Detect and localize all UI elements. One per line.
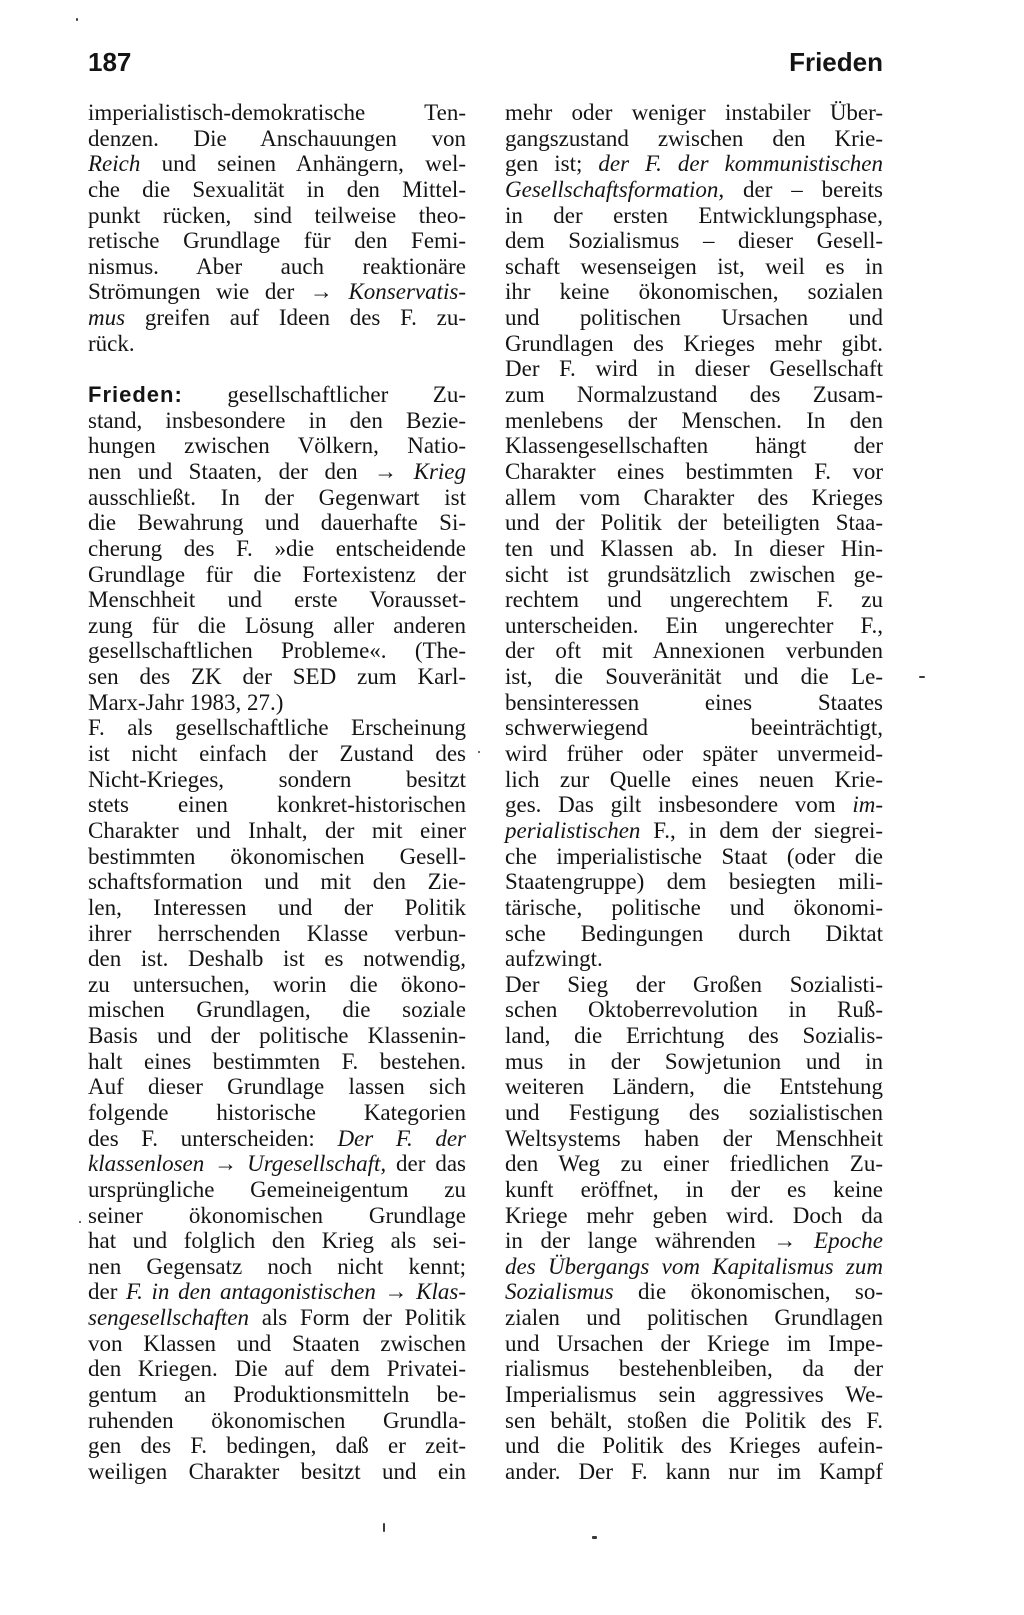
text-line: schaft wesenseigen ist, weil es in xyxy=(505,253,883,279)
text-line: Der F. wird in dieser Gesellschaft xyxy=(505,356,883,382)
text-line xyxy=(505,177,883,203)
text-line: hat und folglich den Krieg als sei- xyxy=(88,1228,466,1254)
text-line: retische Grundlage für den Femi- xyxy=(88,228,466,254)
text-line: halt eines bestimmten F. bestehen. xyxy=(88,1048,466,1074)
text-segment: → xyxy=(375,1279,417,1305)
scan-speck xyxy=(919,676,925,678)
text-line xyxy=(88,1279,466,1305)
text-line: gentum an Produktionsmitteln be- xyxy=(88,1382,466,1408)
text-line xyxy=(505,1228,883,1254)
text-line: che die Sexualität in den Mittel- xyxy=(88,176,466,202)
text-line: gangszustand zwischen den Krie- xyxy=(505,125,883,151)
entry-headword: Frieden: xyxy=(88,382,183,408)
text-line: che imperialistische Staat (oder die xyxy=(505,843,883,869)
text-line: menlebens der Menschen. In den xyxy=(505,407,883,433)
italic-term: Der F. der xyxy=(337,1125,467,1151)
text-line: weiligen Charakter besitzt und ein xyxy=(88,1458,466,1484)
text-line: Kriege mehr geben wird. Doch da xyxy=(505,1202,883,1228)
text-line: mus in der Sowjetunion und in xyxy=(505,1048,883,1074)
cross-reference: Sozialismus xyxy=(505,1279,614,1305)
text-line: und Ursachen der Kriege im Impe- xyxy=(505,1330,883,1356)
italic-term: F. in den antagonistischen xyxy=(126,1279,376,1305)
cross-reference: sengesellschaften xyxy=(88,1305,249,1331)
text-line xyxy=(505,151,883,177)
text-line: von Klassen und Staaten zwischen xyxy=(88,1330,466,1356)
text-line: in der ersten Entwicklungsphase, xyxy=(505,202,883,228)
text-line: ten und Klassen ab. In dieser Hin- xyxy=(505,535,883,561)
scan-speck xyxy=(478,751,480,753)
text-line: allem vom Charakter des Krieges xyxy=(505,484,883,510)
text-line: stand, insbesondere in den Bezie- xyxy=(88,407,466,433)
text-line xyxy=(88,459,466,485)
entry-first-line xyxy=(88,382,466,408)
text-line xyxy=(88,1126,466,1152)
text-line: ihrer herrschenden Klasse verbun- xyxy=(88,920,466,946)
text-line xyxy=(88,305,466,331)
italic-term: klassenlosen xyxy=(88,1151,205,1177)
right-column xyxy=(505,100,883,1485)
text-line: Charakter eines bestimmten F. vor xyxy=(505,458,883,484)
text-line: sen behält, stoßen die Politik des F. xyxy=(505,1407,883,1433)
text-line: unterscheiden. Ein ungerechter F., xyxy=(505,612,883,638)
text-line: rück. xyxy=(88,330,135,356)
text-line: rechtem und ungerechtem F. zu xyxy=(505,587,883,613)
text-line: hungen zwischen Völkern, Natio- xyxy=(88,433,466,459)
cross-reference: Epoche xyxy=(814,1228,883,1254)
text-line: aufzwingt. xyxy=(505,946,603,972)
text-line: Marx-Jahr 1983, 27.) xyxy=(88,689,284,715)
text-line: cherung des F. »die entscheidende xyxy=(88,535,466,561)
text-line: lich zur Quelle eines neuen Krie- xyxy=(505,766,883,792)
left-column xyxy=(88,100,466,1485)
text-line: mehr oder weniger instabiler Über- xyxy=(505,100,883,125)
text-line: Staatengruppe) dem besiegten mili- xyxy=(505,869,883,895)
text-line: die Bewahrung und dauerhafte Si- xyxy=(88,510,466,536)
text-line: wird früher oder später unvermeid- xyxy=(505,741,883,767)
text-line: sen des ZK der SED zum Karl- xyxy=(88,664,466,690)
text-line: schaftsformation und mit den Zie- xyxy=(88,869,466,895)
text-line: Menschheit und erste Vorausset- xyxy=(88,587,466,613)
text-line: ausschließt. In der Gegenwart ist xyxy=(88,484,466,510)
text-line: schen Oktoberrevolution in Ruß- xyxy=(505,997,883,1023)
text-line: Der Sieg der Großen Sozialisti- xyxy=(505,971,883,997)
cross-reference: Urgesellschaft, xyxy=(247,1151,387,1177)
text-line: Klassengesellschaften hängt der xyxy=(505,433,883,459)
text-line xyxy=(505,818,883,844)
text-line: und politischen Ursachen und xyxy=(505,305,883,331)
text-line: punkt rücken, sind teilweise theo- xyxy=(88,202,466,228)
text-line xyxy=(505,1279,883,1305)
text-line: land, die Errichtung des Sozialis- xyxy=(505,1023,883,1049)
text-segment: greifen auf Ideen des F. zu- xyxy=(125,305,466,331)
text-segment: des F. unterscheiden: xyxy=(88,1125,338,1151)
scan-speck xyxy=(76,18,78,21)
text-line: ruhenden ökonomischen Grundla- xyxy=(88,1407,466,1433)
italic-term: der F. der kommunistischen xyxy=(598,151,883,177)
text-line xyxy=(88,279,466,305)
cross-reference: Konservatis- xyxy=(348,279,466,305)
text-line xyxy=(88,1151,466,1177)
text-segment: Strömungen wie der → xyxy=(88,279,349,305)
text-line: den ist. Deshalb ist es notwendig, xyxy=(88,946,466,972)
text-line: ist nicht einfach der Zustand des xyxy=(88,741,466,767)
text-line: ursprüngliche Gemeineigentum zu xyxy=(88,1176,466,1202)
text-line: bestimmten ökonomischen Gesell- xyxy=(88,843,466,869)
text-line: und Festigung des sozialistischen xyxy=(505,1099,883,1125)
italic-term: Gesellschaftsformation, xyxy=(505,176,725,202)
text-line: Grundlage für die Fortexistenz der xyxy=(88,561,466,587)
text-segment: der – bereits xyxy=(724,176,883,202)
italic-term: perialistischen xyxy=(505,817,641,843)
text-line: gen des F. bedingen, daß er zeit- xyxy=(88,1433,466,1459)
text-line: sche Bedingungen durch Diktat xyxy=(505,920,883,946)
page-number: 187 xyxy=(88,47,132,77)
text-segment: und seinen Anhängern, wel- xyxy=(140,151,466,177)
text-line: ist, die Souveränität und die Le- xyxy=(505,664,883,690)
text-segment: die ökonomischen, so- xyxy=(613,1279,883,1305)
text-line xyxy=(88,151,466,177)
text-line: Grundlagen des Krieges mehr gibt. xyxy=(505,330,883,356)
text-line: den Kriegen. Die auf dem Privatei- xyxy=(88,1356,466,1382)
text-segment: der xyxy=(88,1279,127,1305)
text-line: F. als gesellschaftliche Erscheinung xyxy=(88,715,466,741)
text-line: Basis und der politische Klassenin- xyxy=(88,1023,466,1049)
text-line: ihr keine ökonomischen, sozialen xyxy=(505,279,883,305)
cross-reference: Klas- xyxy=(416,1279,466,1305)
text-line: Weltsystems haben der Menschheit xyxy=(505,1125,883,1151)
text-line: imperialistisch-demokratische Ten- xyxy=(88,100,466,125)
cross-reference: mus xyxy=(88,305,126,331)
text-line: tärische, politische und ökonomi- xyxy=(505,894,883,920)
text-line: sicht ist grundsätzlich zwischen ge- xyxy=(505,561,883,587)
paragraph-gap xyxy=(88,356,466,382)
text-line: nismus. Aber auch reaktionäre xyxy=(88,253,466,279)
text-segment: gesellschaftlicher Zu- xyxy=(182,382,466,408)
text-line: den Weg zu einer friedlichen Zu- xyxy=(505,1151,883,1177)
text-line: rialismus bestehenbleiben, da der xyxy=(505,1356,883,1382)
text-line: denzen. Die Anschauungen von xyxy=(88,125,466,151)
text-line: Imperialismus sein aggressives We- xyxy=(505,1382,883,1408)
text-line: nen Gegensatz noch nicht kennt; xyxy=(88,1253,466,1279)
text-line: gesellschaftlichen Probleme«. (The- xyxy=(88,638,466,664)
text-line: zum Normalzustand des Zusam- xyxy=(505,382,883,408)
text-line: Auf dieser Grundlage lassen sich xyxy=(88,1074,466,1100)
text-line: dem Sozialismus – dieser Gesell- xyxy=(505,228,883,254)
text-line: stets einen konkret-historischen xyxy=(88,792,466,818)
text-line: Nicht-Krieges, sondern besitzt xyxy=(88,766,466,792)
text-line: schwerwiegend beeinträchtigt, xyxy=(505,715,883,741)
text-line: weiteren Ländern, die Entstehung xyxy=(505,1074,883,1100)
text-line: ander. Der F. kann nur im Kampf xyxy=(505,1458,883,1484)
text-line: bensinteressen eines Staates xyxy=(505,689,883,715)
text-segment: in der lange währenden → xyxy=(505,1228,815,1254)
scan-speck xyxy=(79,1221,81,1223)
text-segment: → xyxy=(204,1151,248,1177)
text-line: zung für die Lösung aller anderen xyxy=(88,612,466,638)
italic-name: Reich xyxy=(88,151,141,177)
text-line: mischen Grundlagen, die soziale xyxy=(88,997,466,1023)
text-segment: gen ist; xyxy=(505,151,599,177)
text-segment: F., in dem der siegrei- xyxy=(640,817,883,843)
text-line: Charakter und Inhalt, der mit einer xyxy=(88,817,466,843)
running-head: Frieden xyxy=(789,47,883,77)
cross-reference: Krieg xyxy=(413,458,466,484)
text-line: seiner ökonomischen Grundlage xyxy=(88,1202,466,1228)
text-line: folgende historische Kategorien xyxy=(88,1099,466,1125)
italic-term: im- xyxy=(852,792,883,818)
text-segment: der das xyxy=(386,1151,466,1177)
scan-speck xyxy=(383,1523,385,1532)
text-line: zu untersuchen, worin die ökono- xyxy=(88,971,466,997)
text-line xyxy=(88,1305,466,1331)
text-line: kunft eröffnet, in der es keine xyxy=(505,1176,883,1202)
text-line: zialen und politischen Grundlagen xyxy=(505,1305,883,1331)
text-line: und der Politik der beteiligten Staa- xyxy=(505,510,883,536)
text-line: len, Interessen und der Politik xyxy=(88,894,466,920)
cross-reference-line: des Übergangs vom Kapitalismus zum xyxy=(505,1253,883,1279)
text-line: und die Politik des Krieges aufein- xyxy=(505,1433,883,1459)
text-segment: ges. Das gilt insbesondere vom xyxy=(505,792,853,818)
text-line xyxy=(505,792,883,818)
text-line: der oft mit Annexionen verbunden xyxy=(505,638,883,664)
text-segment: als Form der Politik xyxy=(248,1305,466,1331)
text-segment: nen und Staaten, der den → xyxy=(88,458,414,484)
scan-speck xyxy=(592,1536,597,1539)
